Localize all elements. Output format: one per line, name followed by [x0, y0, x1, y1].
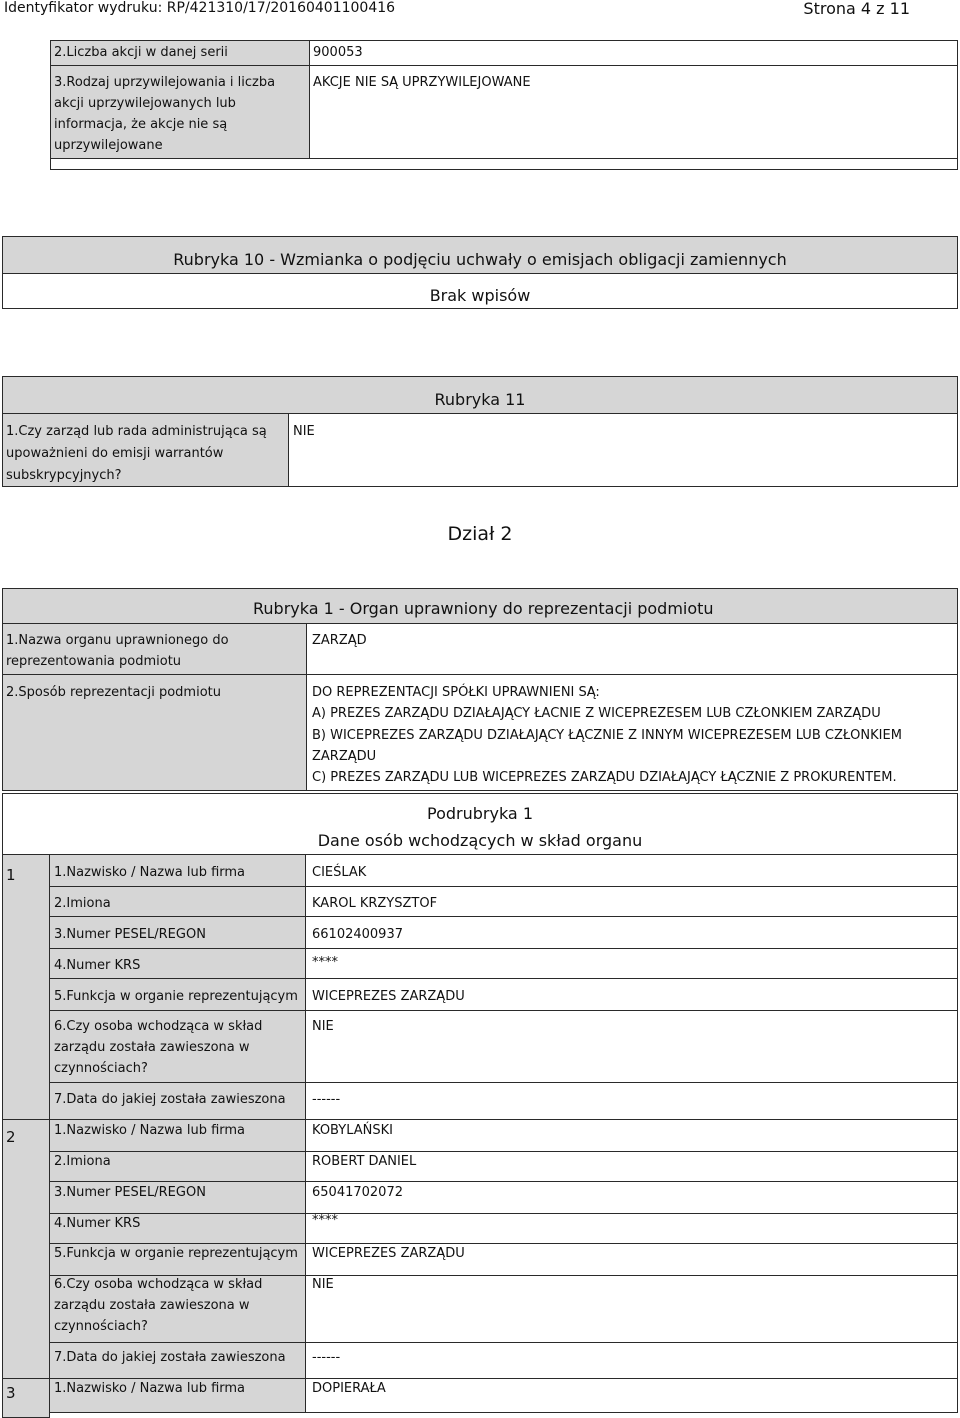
- field-value: WICEPREZES ZARZĄDU: [312, 989, 465, 1004]
- field-value: ZARZĄD: [312, 633, 367, 648]
- field-label: 1.Nazwa organu uprawnionego do reprezentowania podmiotu: [6, 633, 229, 669]
- rubryka10-title: Rubryka 10 - Wzmianka o podjęciu uchwały o emisjach obligacji zamiennych: [173, 250, 787, 269]
- rubryka10-value: Brak wpisów: [429, 286, 531, 305]
- value-cell: [305, 1082, 958, 1120]
- value-cell: [305, 1010, 958, 1083]
- value-line: B) WICEPREZES ZARZĄDU DZIAŁAJĄCY ŁĄCZNIE Z INNYM WICEPREZESEM LUB CZŁONKIEM: [312, 728, 902, 743]
- field-value: AKCJE NIE SĄ UPRZYWILEJOWANE: [313, 75, 531, 90]
- value-line: DO REPREZENTACJI SPÓŁKI UPRAWNIENI SĄ:: [312, 685, 600, 700]
- print-identifier: Identyfikator wydruku: RP/421310/17/20160401100416: [4, 0, 396, 16]
- field-value: ------: [312, 1092, 341, 1107]
- person-index: 3: [6, 1384, 16, 1402]
- field-label: 5.Funkcja w organie reprezentującym: [54, 1246, 298, 1261]
- value-cell: [288, 413, 958, 487]
- field-label: 3.Numer PESEL/REGON: [54, 927, 206, 942]
- field-value: CIEŚLAK: [312, 865, 367, 880]
- field-label: 1.Czy zarząd lub rada administrująca są upoważnieni do emisji warrantów subskrypcyjnych?: [6, 424, 267, 483]
- field-label: 4.Numer KRS: [54, 958, 141, 973]
- field-value: ------: [312, 1350, 341, 1365]
- value-cell: [305, 1378, 958, 1413]
- value-cell: [305, 948, 958, 979]
- field-label: 1.Nazwisko / Nazwa lub firma: [54, 865, 246, 880]
- person-index-cell: [2, 1119, 50, 1379]
- field-label: 6.Czy osoba wchodząca w skład zarządu została zawieszona w czynnościach?: [54, 1019, 263, 1076]
- field-value: ROBERT DANIEL: [312, 1154, 417, 1169]
- field-value: ****: [312, 1213, 338, 1228]
- field-value: WICEPREZES ZARZĄDU: [312, 1246, 465, 1261]
- field-label: 2.Liczba akcji w danej serii: [54, 45, 228, 60]
- field-label: 2.Imiona: [54, 896, 111, 911]
- podrubryka-title: Podrubryka 1: [427, 804, 533, 823]
- value-cell: [305, 854, 958, 887]
- field-value: NIE: [312, 1277, 334, 1292]
- field-value: DOPIERAŁA: [312, 1381, 386, 1396]
- value-line: C) PREZES ZARZĄDU LUB WICEPREZES ZARZĄDU DZIAŁAJĄCY ŁĄCZNIE Z PROKURENTEM.: [312, 770, 897, 785]
- dzial-title: Dział 2: [447, 523, 513, 545]
- rubryka11-title: Rubryka 11: [434, 390, 526, 409]
- field-value: KAROL KRZYSZTOF: [312, 896, 438, 911]
- person-index: 1: [6, 866, 16, 884]
- person-index-cell: [2, 854, 50, 1120]
- field-value: NIE: [312, 1019, 334, 1034]
- page-number: Strona 4 z 11: [803, 0, 910, 18]
- field-label: 3.Rodzaj uprzywilejowania i liczba akcji uprzywilejowanych lub informacja, że akcje nie są uprzywilejowane: [54, 75, 276, 153]
- value-cell: [306, 623, 958, 675]
- field-label: 7.Data do jakiej została zawieszona: [54, 1092, 286, 1107]
- field-label: 4.Numer KRS: [54, 1216, 141, 1231]
- value-cell: [305, 1119, 958, 1152]
- value-cell: [305, 1213, 958, 1244]
- value-line: ZARZĄDU: [312, 749, 377, 764]
- table-footer: [50, 158, 958, 170]
- value-line: A) PREZES ZARZĄDU DZIAŁAJĄCY ŁACNIE Z WICEPREZESEM LUB CZŁONKIEM ZARZĄDU: [312, 706, 881, 721]
- field-label: 7.Data do jakiej została zawieszona: [54, 1350, 286, 1365]
- field-label: 1.Nazwisko / Nazwa lub firma: [54, 1381, 246, 1396]
- value-cell: [305, 1275, 958, 1343]
- value-cell: [305, 1342, 958, 1379]
- field-value: 900053: [313, 45, 363, 60]
- field-label: 1.Nazwisko / Nazwa lub firma: [54, 1123, 246, 1138]
- field-label: 2.Imiona: [54, 1154, 111, 1169]
- field-label: 5.Funkcja w organie reprezentującym: [54, 989, 298, 1004]
- person-index: 2: [6, 1128, 16, 1146]
- field-label: 2.Sposób reprezentacji podmiotu: [6, 685, 221, 700]
- field-value: 65041702072: [312, 1185, 403, 1200]
- field-value: 66102400937: [312, 927, 403, 942]
- field-label: 6.Czy osoba wchodząca w skład zarządu została zawieszona w czynnościach?: [54, 1277, 263, 1334]
- field-label: 3.Numer PESEL/REGON: [54, 1185, 206, 1200]
- rubryka1-title: Rubryka 1 - Organ uprawniony do reprezentacji podmiotu: [253, 599, 714, 618]
- field-value: KOBYLAŃSKI: [312, 1123, 393, 1138]
- field-value: NIE: [293, 424, 315, 439]
- podrubryka-subtitle: Dane osób wchodzących w skład organu: [317, 831, 643, 850]
- value-cell: [309, 40, 958, 66]
- field-value: ****: [312, 955, 338, 970]
